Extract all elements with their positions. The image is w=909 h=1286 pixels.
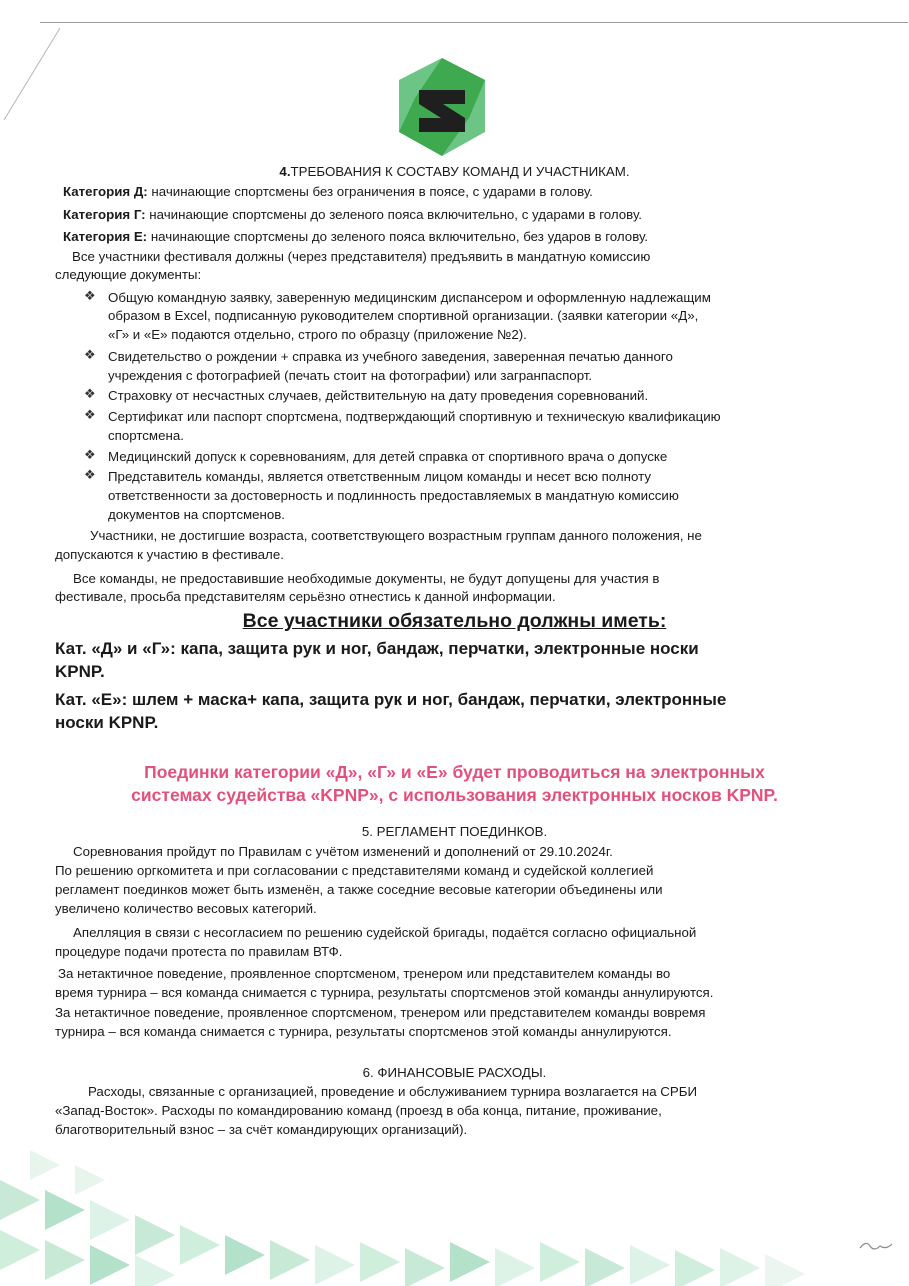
equipment-line: Кат. «Е»: шлем + маска+ капа, защита рук и ног, бандаж, перчатки, электронные — [55, 690, 727, 709]
list-item: Сертификат или паспорт спортсмена, подтверждающий спортивную и техническую квалификацию — [108, 409, 721, 424]
list-item: Представитель команды, является ответственным лицом команды и несет всю полноту — [108, 469, 652, 484]
list-item: Страховку от несчастных случаев, действительную на дату проведения соревнований. — [108, 388, 649, 403]
equipment-line: Кат. «Д» и «Г»: капа, защита рук и ног, бандаж, перчатки, электронные носки — [55, 639, 699, 658]
list-item: «Г» и «Е» подаются отдельно, строго по образцу (приложение №2). — [108, 327, 527, 342]
list-item: учреждения с фотографией (печать стоит на фотографии) или загранпаспорт. — [108, 368, 593, 383]
section4-number: 4. — [279, 164, 291, 179]
category-name: Категория Г: — [63, 207, 146, 222]
category-text: начинающие спортсмены без ограничения в поясе, с ударами в голову. — [147, 184, 593, 199]
paragraph-line: турнира – вся команда снимается с турнира, результаты спортсменов этой команды аннулируются. — [55, 1024, 672, 1039]
equipment-heading: Все участники обязательно должны иметь: — [242, 610, 667, 632]
paragraph-line: увеличено количество весовых категорий. — [55, 901, 317, 916]
category-line — [63, 183, 593, 201]
notice-line: системах судейства «KPNP», с использования электронных носков KPNP. — [131, 785, 778, 805]
paragraph-line: Апелляция в связи с несогласием по решению судейской бригады, подаётся согласно официальной — [73, 925, 697, 940]
paragraph-line: допускаются к участию в фестивале. — [55, 547, 284, 562]
equipment-line: KPNP. — [55, 662, 105, 681]
category-line — [63, 228, 648, 246]
list-item: образом в Excel, подписанную руководителем спортивной организации. (заявки категории «Д», — [108, 308, 699, 323]
handwritten-mark — [858, 1236, 898, 1256]
paragraph-line: «Запад-Восток». Расходы по командированию команд (проезд в оба конца, питание, проживание, — [55, 1103, 662, 1118]
scan-edge-mark — [0, 0, 70, 130]
list-item: Свидетельство о рождении + справка из учебного заведения, заверенная печатью данного — [108, 349, 673, 364]
bullet-icon: ❖ — [84, 288, 96, 303]
category-text: начинающие спортсмены до зеленого пояса включительно, без ударов в голову. — [147, 229, 648, 244]
paragraph-line: фестивале, просьба представителям серьёзно отнестись к данной информации. — [55, 589, 556, 604]
paragraph-line: Участники, не достигшие возраста, соответствующего возрастным группам данного положения, не — [90, 528, 702, 543]
footer-triangle-pattern — [0, 1130, 909, 1286]
paragraph-line: Все команды, не предоставившие необходимые документы, не будут допущены для участия в — [73, 571, 660, 586]
category-line — [63, 206, 642, 224]
paragraph-line: время турнира – вся команда снимается с турнира, результаты спортсменов этой команды аннулируются. — [55, 985, 714, 1000]
list-item: ответственности за достоверность и подлинность предоставляемых в мандатную комиссию — [108, 488, 679, 503]
category-name: Категория Е: — [63, 229, 148, 244]
paragraph-line: благотворительный взнос – за счёт командирующих организаций). — [55, 1122, 468, 1137]
paragraph-line: регламент поединков может быть изменён, а также соседние весовые категории объединены или — [55, 882, 663, 897]
list-item: документов на спортсменов. — [108, 507, 285, 522]
logo-z-icon — [399, 58, 485, 156]
intro-line: Все участники фестиваля должны (через представителя) предъявить в мандатную комиссию — [72, 249, 651, 264]
section6-title: 6. ФИНАНСОВЫЕ РАСХОДЫ. — [362, 1065, 547, 1080]
paragraph-line: Расходы, связанные с организацией, проведение и обслуживанием турнира возлагается на СРБИ — [88, 1084, 698, 1099]
intro-line: следующие документы: — [55, 267, 202, 282]
bullet-icon: ❖ — [84, 407, 96, 422]
bullet-icon: ❖ — [84, 347, 96, 362]
section4-title-text: ТРЕБОВАНИЯ К СОСТАВУ КОМАНД И УЧАСТНИКАМ. — [290, 164, 630, 179]
paragraph-line: процедуре подачи протеста по правилам ВТФ. — [55, 944, 343, 959]
section4-title — [0, 163, 909, 181]
list-item: спортсмена. — [108, 428, 184, 443]
category-text: начинающие спортсмены до зеленого пояса включительно, с ударами в голову. — [145, 207, 642, 222]
top-rule — [40, 22, 908, 23]
section5-title: 5. РЕГЛАМЕНТ ПОЕДИНКОВ. — [361, 824, 548, 839]
notice-line: Поединки категории «Д», «Г» и «Е» будет проводиться на электронных — [144, 762, 765, 782]
paragraph-line: По решению оргкомитета и при согласовании с представителями команд и судейской коллегией — [55, 863, 654, 878]
paragraph-line: Соревнования пройдут по Правилам с учётом изменений и дополнений от 29.10.2024г. — [73, 844, 613, 859]
list-item: Общую командную заявку, заверенную медицинским диспансером и оформленную надлежащим — [108, 290, 711, 305]
bullet-icon: ❖ — [84, 447, 96, 462]
paragraph-line: За нетактичное поведение, проявленное спортсменом, тренером или представителем команды вовремя — [55, 1005, 706, 1020]
equipment-line: носки KPNP. — [55, 713, 159, 732]
category-name: Категория Д: — [63, 184, 148, 199]
bullet-icon: ❖ — [84, 386, 96, 401]
paragraph-line: За нетактичное поведение, проявленное спортсменом, тренером или представителем команды во — [58, 966, 671, 981]
list-item: Медицинский допуск к соревнованиям, для детей справка от спортивного врача о допуске — [108, 449, 668, 464]
bullet-icon: ❖ — [84, 467, 96, 482]
